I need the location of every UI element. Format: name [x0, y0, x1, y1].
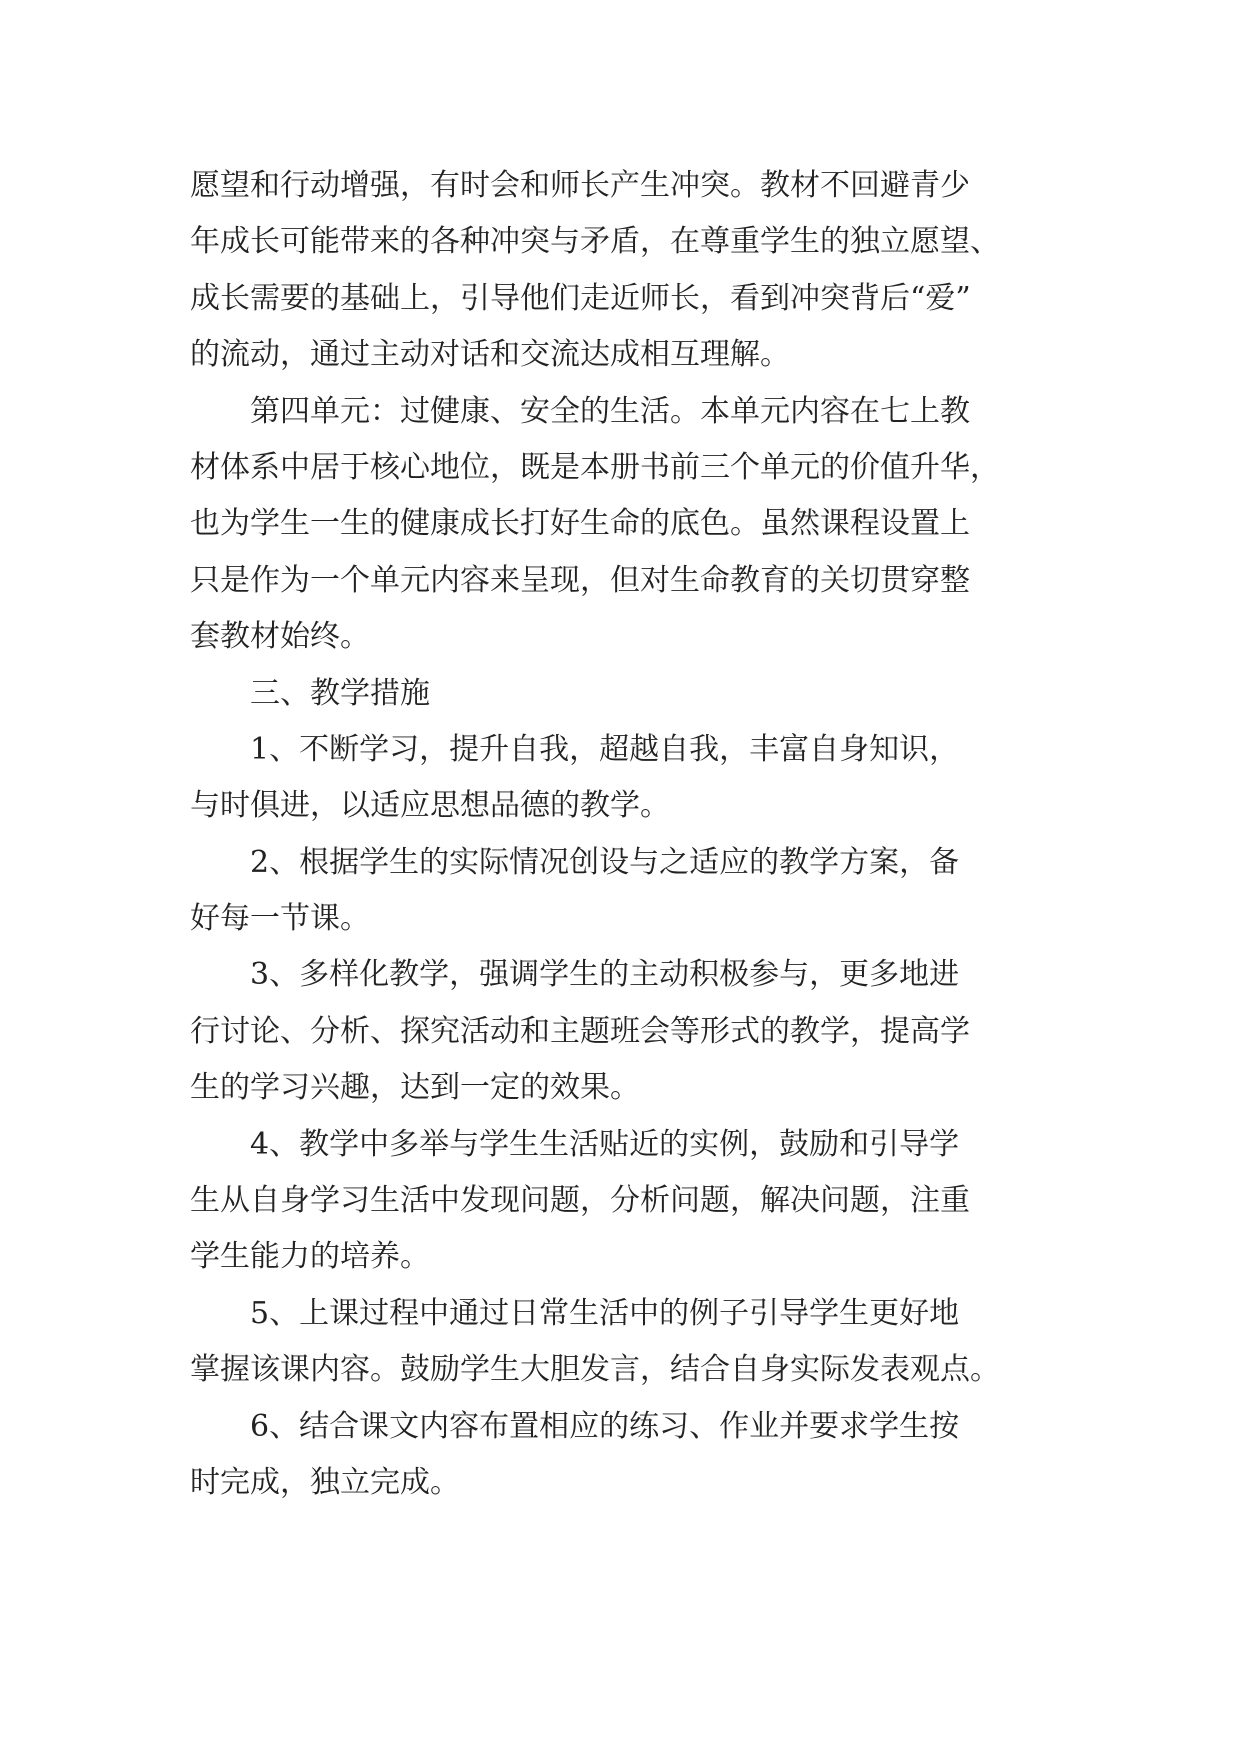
paragraph-first-line: 第四单元：过健康、安全的生活。本单元内容在七上教 [250, 393, 970, 429]
list-item-4: 4、教学中多举与学生生活贴近的实例，鼓励和引导学 [250, 1126, 960, 1162]
text-line: 成长需要的基础上，引导他们走近师长，看到冲突背后“爱” [190, 280, 971, 316]
text-line: 只是作为一个单元内容来呈现，但对生命教育的关切贯穿整 [190, 562, 970, 598]
text-line: 与时俱进，以适应思想品德的教学。 [190, 788, 670, 824]
list-item-6: 6、结合课文内容布置相应的练习、作业并要求学生按 [250, 1408, 960, 1444]
text-line: 行讨论、分析、探究活动和主题班会等形式的教学，提高学 [190, 1013, 970, 1049]
text-line: 学生能力的培养。 [190, 1239, 430, 1275]
text-line: 掌握该课内容。鼓励学生大胆发言，结合自身实际发表观点。 [190, 1352, 1000, 1388]
section-heading: 三、教学措施 [250, 675, 430, 711]
text-line: 愿望和行动增强，有时会和师长产生冲突。教材不回避青少 [190, 168, 970, 203]
text-line: 也为学生一生的健康成长打好生命的底色。虽然课程设置上 [190, 506, 970, 542]
text-line: 生从自身学习生活中发现问题，分析问题，解决问题，注重 [190, 1183, 970, 1219]
list-item-3: 3、多样化教学，强调学生的主动积极参与，更多地进 [250, 957, 960, 993]
text-line: 材体系中居于核心地位，既是本册书前三个单元的价值升华， [190, 449, 1000, 485]
text-line: 好每一节课。 [190, 901, 370, 937]
document-body [190, 158, 1080, 1511]
text-line: 时完成，独立完成。 [190, 1464, 460, 1500]
list-item-1: 1、不断学习，提升自我，超越自我，丰富自身知识， [250, 731, 960, 767]
text-line: 的流动，通过主动对话和交流达成相互理解。 [190, 337, 790, 373]
list-item-2: 2、根据学生的实际情况创设与之适应的教学方案，备 [250, 844, 960, 880]
list-item-5: 5、上课过程中通过日常生活中的例子引导学生更好地 [250, 1295, 960, 1331]
text-line: 年成长可能带来的各种冲突与矛盾，在尊重学生的独立愿望、 [190, 224, 1000, 260]
text-line: 生的学习兴趣，达到一定的效果。 [190, 1070, 640, 1106]
text-line: 套教材始终。 [190, 619, 370, 655]
